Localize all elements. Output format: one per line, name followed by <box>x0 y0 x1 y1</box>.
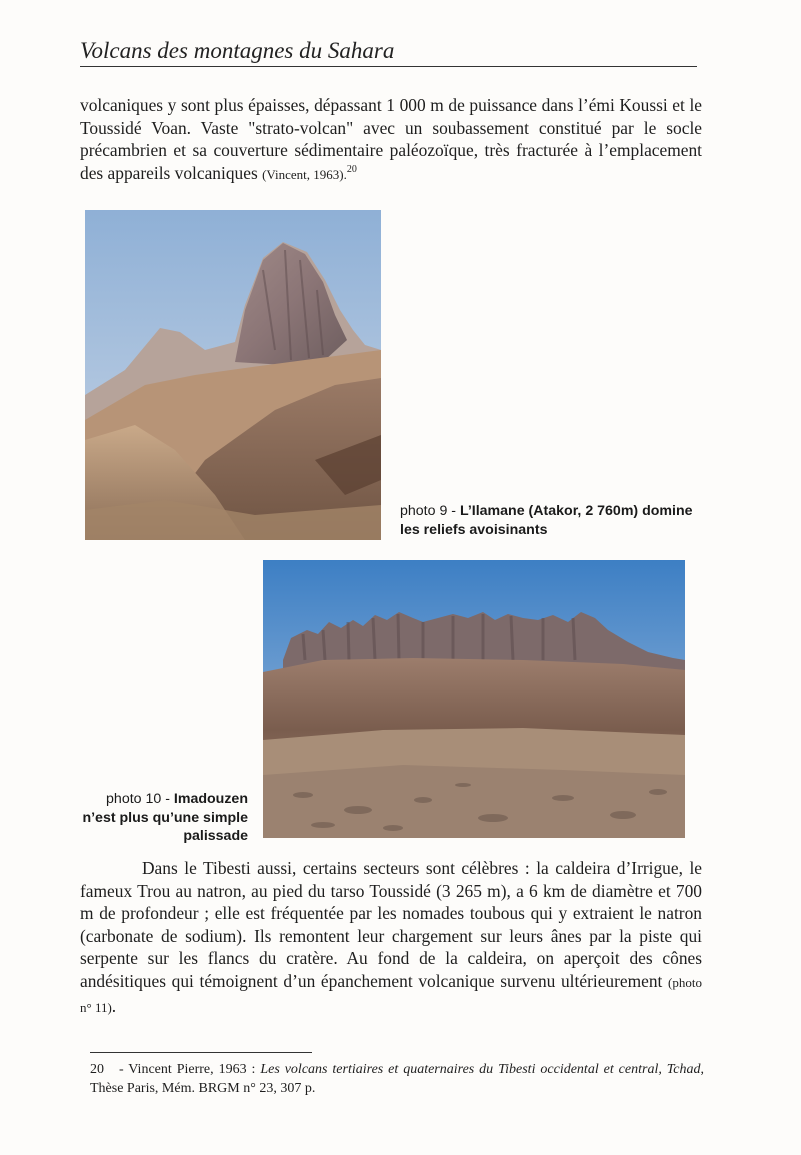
paragraph-2 <box>80 857 702 1019</box>
footnote-title: Les volcans tertiaires et quaternaires du Tibesti occidental et central, Tchad <box>260 1062 701 1077</box>
paragraph-1 <box>80 94 702 186</box>
photo-9-label: photo 9 - <box>400 503 460 519</box>
paragraph-2-text: Dans le Tibesti aussi, certains secteurs sont célèbres : la caldeira d’Irrigue, le fameux Trou au natron, au pied du tarso Toussidé (3 265 m), a 6 km de diamètre et 700 m de profondeur ; elle est fréquentée par les nomades toubous qui y extraient le natron (carbonate de sodium). Ils remontent leur chargement sur leurs ânes par la piste qui serpente sur les flancs du cratère. Au fond de la caldeira, on aperçoit des cônes andésitiques qui témoignent d’un épanchement volcanique survenu ultérieurement <box>80 858 702 991</box>
paragraph-1-text: volcaniques y sont plus épaisses, dépassant 1 000 m de puissance dans l’émi Koussi et le Toussidé Voan. Vaste "strato-volcan" avec un soubassement constitué par le socle précambrien et sa couverture sédimentaire paléozoïque, très fracturée à l’emplacement des appareils volcaniques <box>80 95 702 183</box>
footnote-suffix: , Thèse Paris, Mém. BRGM n° 23, 307 p. <box>90 1062 704 1096</box>
header-rule <box>80 66 697 67</box>
photo-9-caption <box>400 502 700 539</box>
paragraph-2-end: . <box>111 995 117 1016</box>
citation: (Vincent, 1963). <box>262 166 347 182</box>
photo-9-image <box>85 210 381 540</box>
footnote-ref: 20 <box>346 163 357 175</box>
photo-10-image <box>263 560 685 838</box>
footnote-prefix: - Vincent Pierre, 1963 : <box>114 1062 261 1077</box>
footnote <box>90 1061 704 1098</box>
photo-10-label: photo 10 - <box>106 791 174 807</box>
photo-9-caption-text: L’Ilamane (Atakor, 2 760m) domine les reliefs avoisinants <box>400 503 693 538</box>
footnote-rule <box>90 1052 312 1053</box>
footnote-number: 20 <box>90 1062 104 1077</box>
running-header: Volcans des montagnes du Sahara <box>80 38 395 63</box>
photo-reference: (photo n° 11) <box>80 974 702 1015</box>
photo-10-caption <box>80 790 248 846</box>
photo-10-caption-text: Imadouzen n’est plus qu’une simple palissade <box>82 791 248 844</box>
